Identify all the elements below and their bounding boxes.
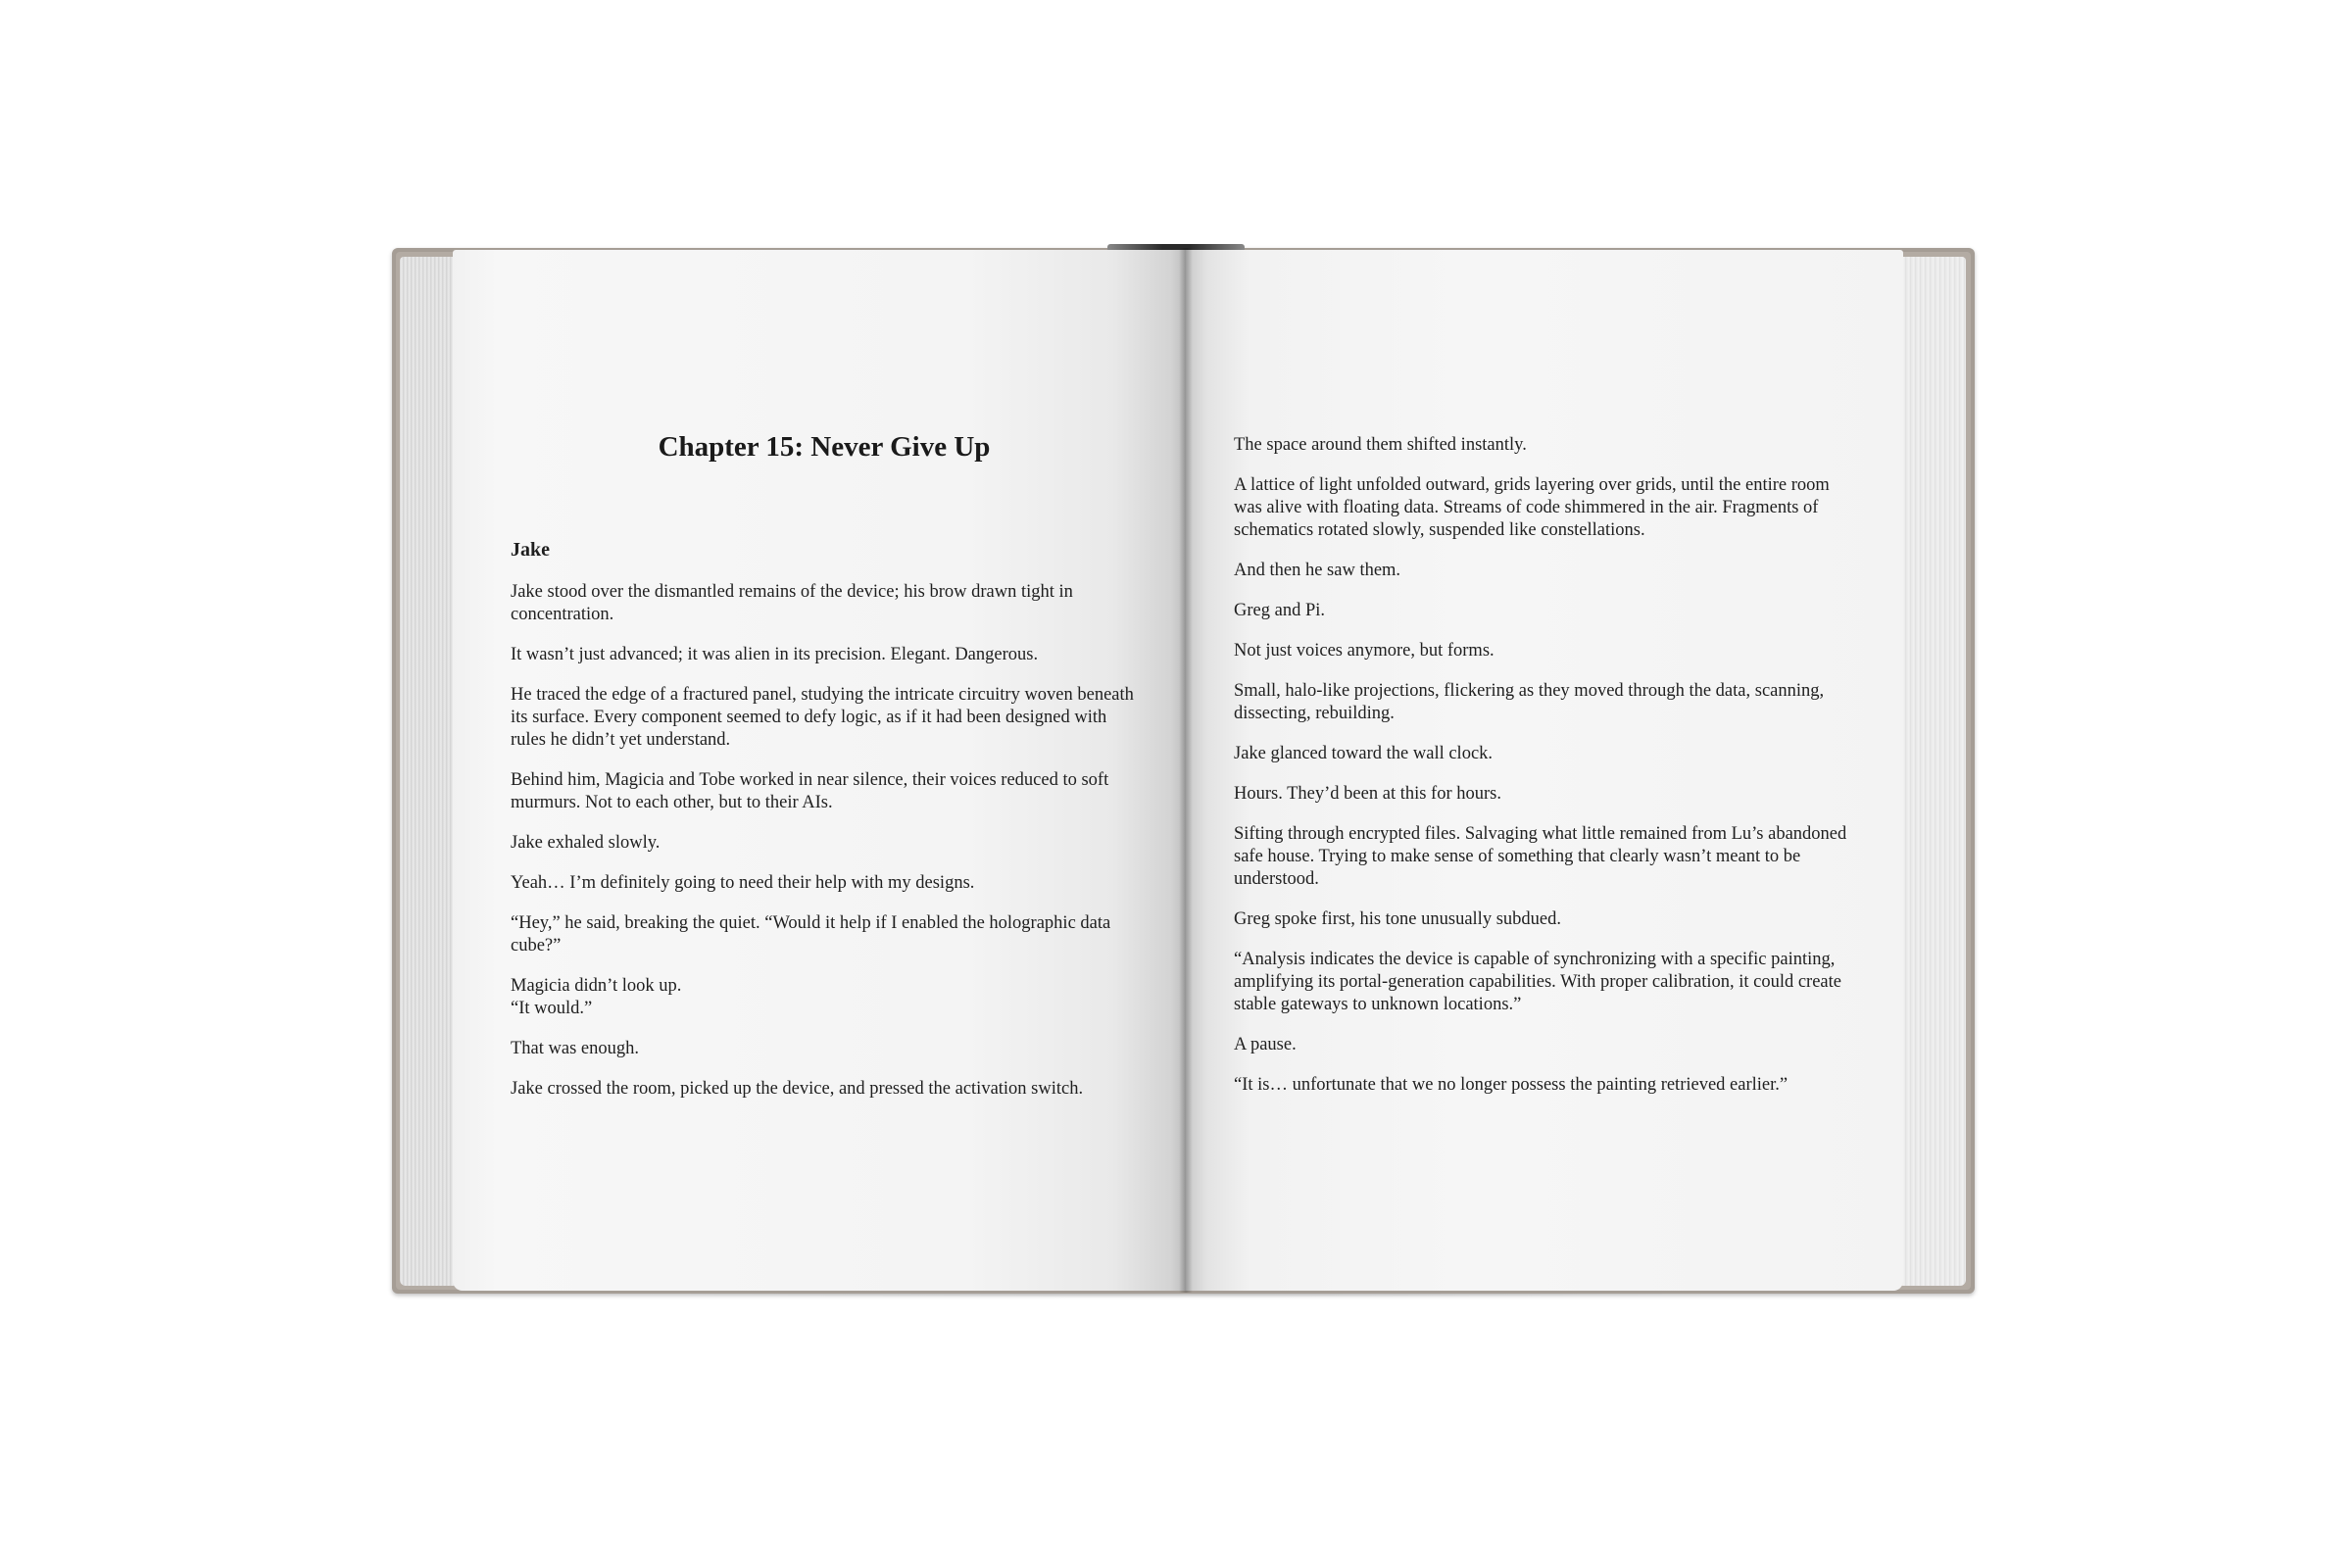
paragraph: Jake exhaled slowly. — [511, 833, 661, 853]
paragraph: And then he saw them. — [1234, 561, 1401, 580]
paragraph-line: “It would.” — [511, 999, 593, 1018]
paragraph: Yeah… I’m definitely going to need their help with my designs. — [511, 873, 975, 893]
paragraph: Jake glanced toward the wall clock. — [1234, 744, 1494, 763]
book-gutter — [1179, 248, 1193, 1293]
page-edges-left — [400, 257, 457, 1286]
paragraph: The space around them shifted instantly. — [1234, 435, 1527, 455]
paragraph: Greg and Pi. — [1234, 601, 1325, 620]
pov-heading: Jake — [511, 539, 550, 561]
page-edges-right — [1901, 257, 1966, 1286]
paragraph: That was enough. — [511, 1039, 640, 1058]
paragraph-line: Magicia didn’t look up. — [511, 976, 682, 996]
paragraph: Not just voices anymore, but forms. — [1234, 641, 1494, 661]
left-page-text — [511, 539, 1138, 1118]
paragraph: A lattice of light unfolded outward, grids layering over grids, until the entire room was alive with floating data. Streams of code shimmered in the air. Fragments of schematics rotated slowly, suspended like constellations. — [1234, 475, 1830, 540]
paragraph: Greg spoke first, his tone unusually subdued. — [1234, 909, 1561, 929]
paragraph: Behind him, Magicia and Tobe worked in near silence, their voices reduced to soft murmurs. Not to each other, but to their AIs. — [511, 770, 1109, 812]
chapter-title: Chapter 15: Never Give Up — [658, 431, 991, 463]
paragraph: Small, halo-like projections, flickering as they moved through the data, scanning, dissecting, rebuilding. — [1234, 681, 1825, 723]
paragraph: “Hey,” he said, breaking the quiet. “Would it help if I enabled the holographic data cube?” — [511, 913, 1111, 956]
paragraph: Hours. They’d been at this for hours. — [1234, 784, 1501, 804]
paragraph: Jake stood over the dismantled remains of the device; his brow drawn tight in concentration. — [511, 582, 1073, 624]
paragraph: “It is… unfortunate that we no longer possess the painting retrieved earlier.” — [1234, 1075, 1788, 1095]
paragraph: Sifting through encrypted files. Salvaging what little remained from Lu’s abandoned safe house. Trying to make sense of something that clearly wasn’t meant to be understood. — [1234, 824, 1847, 889]
right-page-text — [1234, 434, 1861, 1114]
paragraph: It wasn’t just advanced; it was alien in its precision. Elegant. Dangerous. — [511, 645, 1039, 664]
paragraph: “Analysis indicates the device is capable of synchronizing with a specific painting, amplifying its portal-generation capabilities. With proper calibration, it could create stable gateways to unknown locations.” — [1234, 950, 1841, 1014]
reply-paragraph — [511, 975, 1138, 1020]
paragraph: Jake crossed the room, picked up the device, and pressed the activation switch. — [511, 1079, 1084, 1099]
paragraph: He traced the edge of a fractured panel, studying the intricate circuitry woven beneath its surface. Every component seemed to defy logic, as if it had been designed with rules he didn’t yet understand. — [511, 685, 1134, 750]
paragraph: A pause. — [1234, 1035, 1297, 1054]
